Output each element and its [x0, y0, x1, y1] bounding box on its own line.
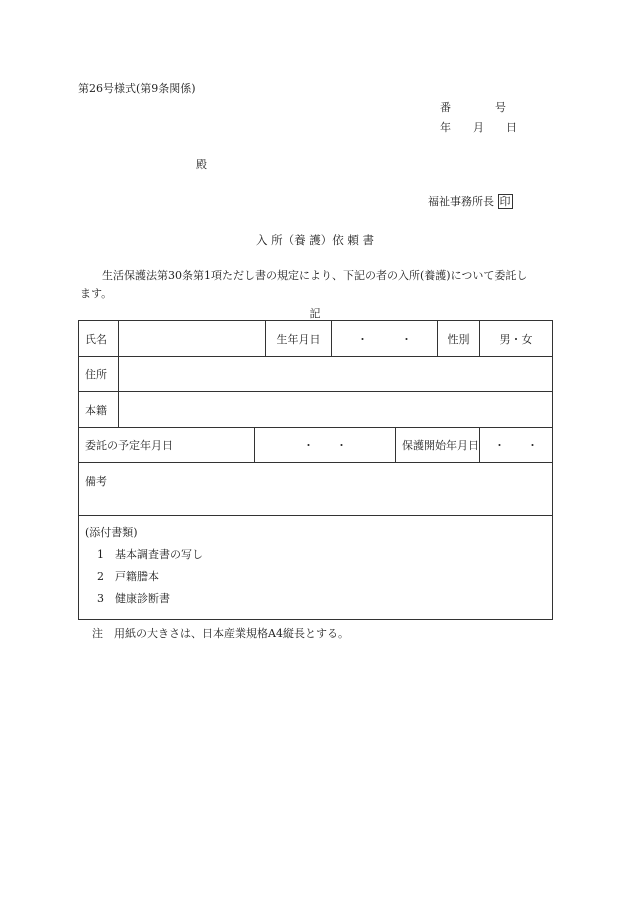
birth-date-field[interactable]: ・ ・ — [332, 321, 438, 357]
attachments-cell — [79, 516, 553, 620]
seal-mark: 印 — [499, 195, 511, 208]
addressee-suffix: 殿 — [196, 158, 207, 171]
protect-start-label: 保護開始年月日 — [396, 428, 480, 463]
address-label: 住所 — [79, 357, 119, 392]
remarks-field[interactable] — [79, 463, 553, 516]
sender-title: 福祉事務所長 — [428, 195, 494, 208]
attachment-item: 2 戸籍謄本 — [97, 570, 159, 583]
remarks-label: 備考 — [85, 475, 107, 488]
consign-date-label: 委託の予定年月日 — [79, 428, 255, 463]
domicile-field[interactable] — [119, 392, 553, 428]
protect-start-field[interactable]: ・ ・ — [480, 428, 553, 463]
sex-label: 性別 — [438, 321, 480, 357]
request-form-table — [78, 320, 553, 620]
paper-size-note: 注 用紙の大きさは、日本産業規格A4縦長とする。 — [92, 627, 349, 640]
document-title: 入 所（養 護）依 頼 書 — [255, 233, 375, 247]
sex-field[interactable]: 男・女 — [480, 321, 553, 357]
address-field[interactable] — [119, 357, 553, 392]
table-row-attachments — [79, 516, 553, 620]
attachment-item: 1 基本調査書の写し — [97, 548, 203, 561]
document-number-label: 番 号 — [440, 101, 506, 114]
table-row-dates — [79, 428, 553, 463]
domicile-label: 本籍 — [79, 392, 119, 428]
body-text-line-2: ます。 — [80, 287, 113, 300]
attachment-item: 3 健康診断書 — [97, 592, 170, 605]
table-row-domicile — [79, 392, 553, 428]
table-row-remarks — [79, 463, 553, 516]
birth-date-label: 生年月日 — [266, 321, 332, 357]
form-number-label: 第26号様式(第9条関係) — [78, 82, 196, 95]
attachments-label: (添付書類) — [85, 526, 138, 539]
record-label: 記 — [309, 307, 321, 320]
name-field[interactable] — [119, 321, 266, 357]
table-row-address — [79, 357, 553, 392]
table-row-name — [79, 321, 553, 357]
sender-line — [428, 193, 513, 209]
body-text-line-1: 生活保護法第30条第1項ただし書の規定により、下記の者の入所(養護)について委託し — [102, 269, 528, 282]
name-label: 氏名 — [79, 321, 119, 357]
consign-date-field[interactable]: ・ ・ — [255, 428, 396, 463]
date-label: 年 月 日 — [440, 121, 517, 134]
